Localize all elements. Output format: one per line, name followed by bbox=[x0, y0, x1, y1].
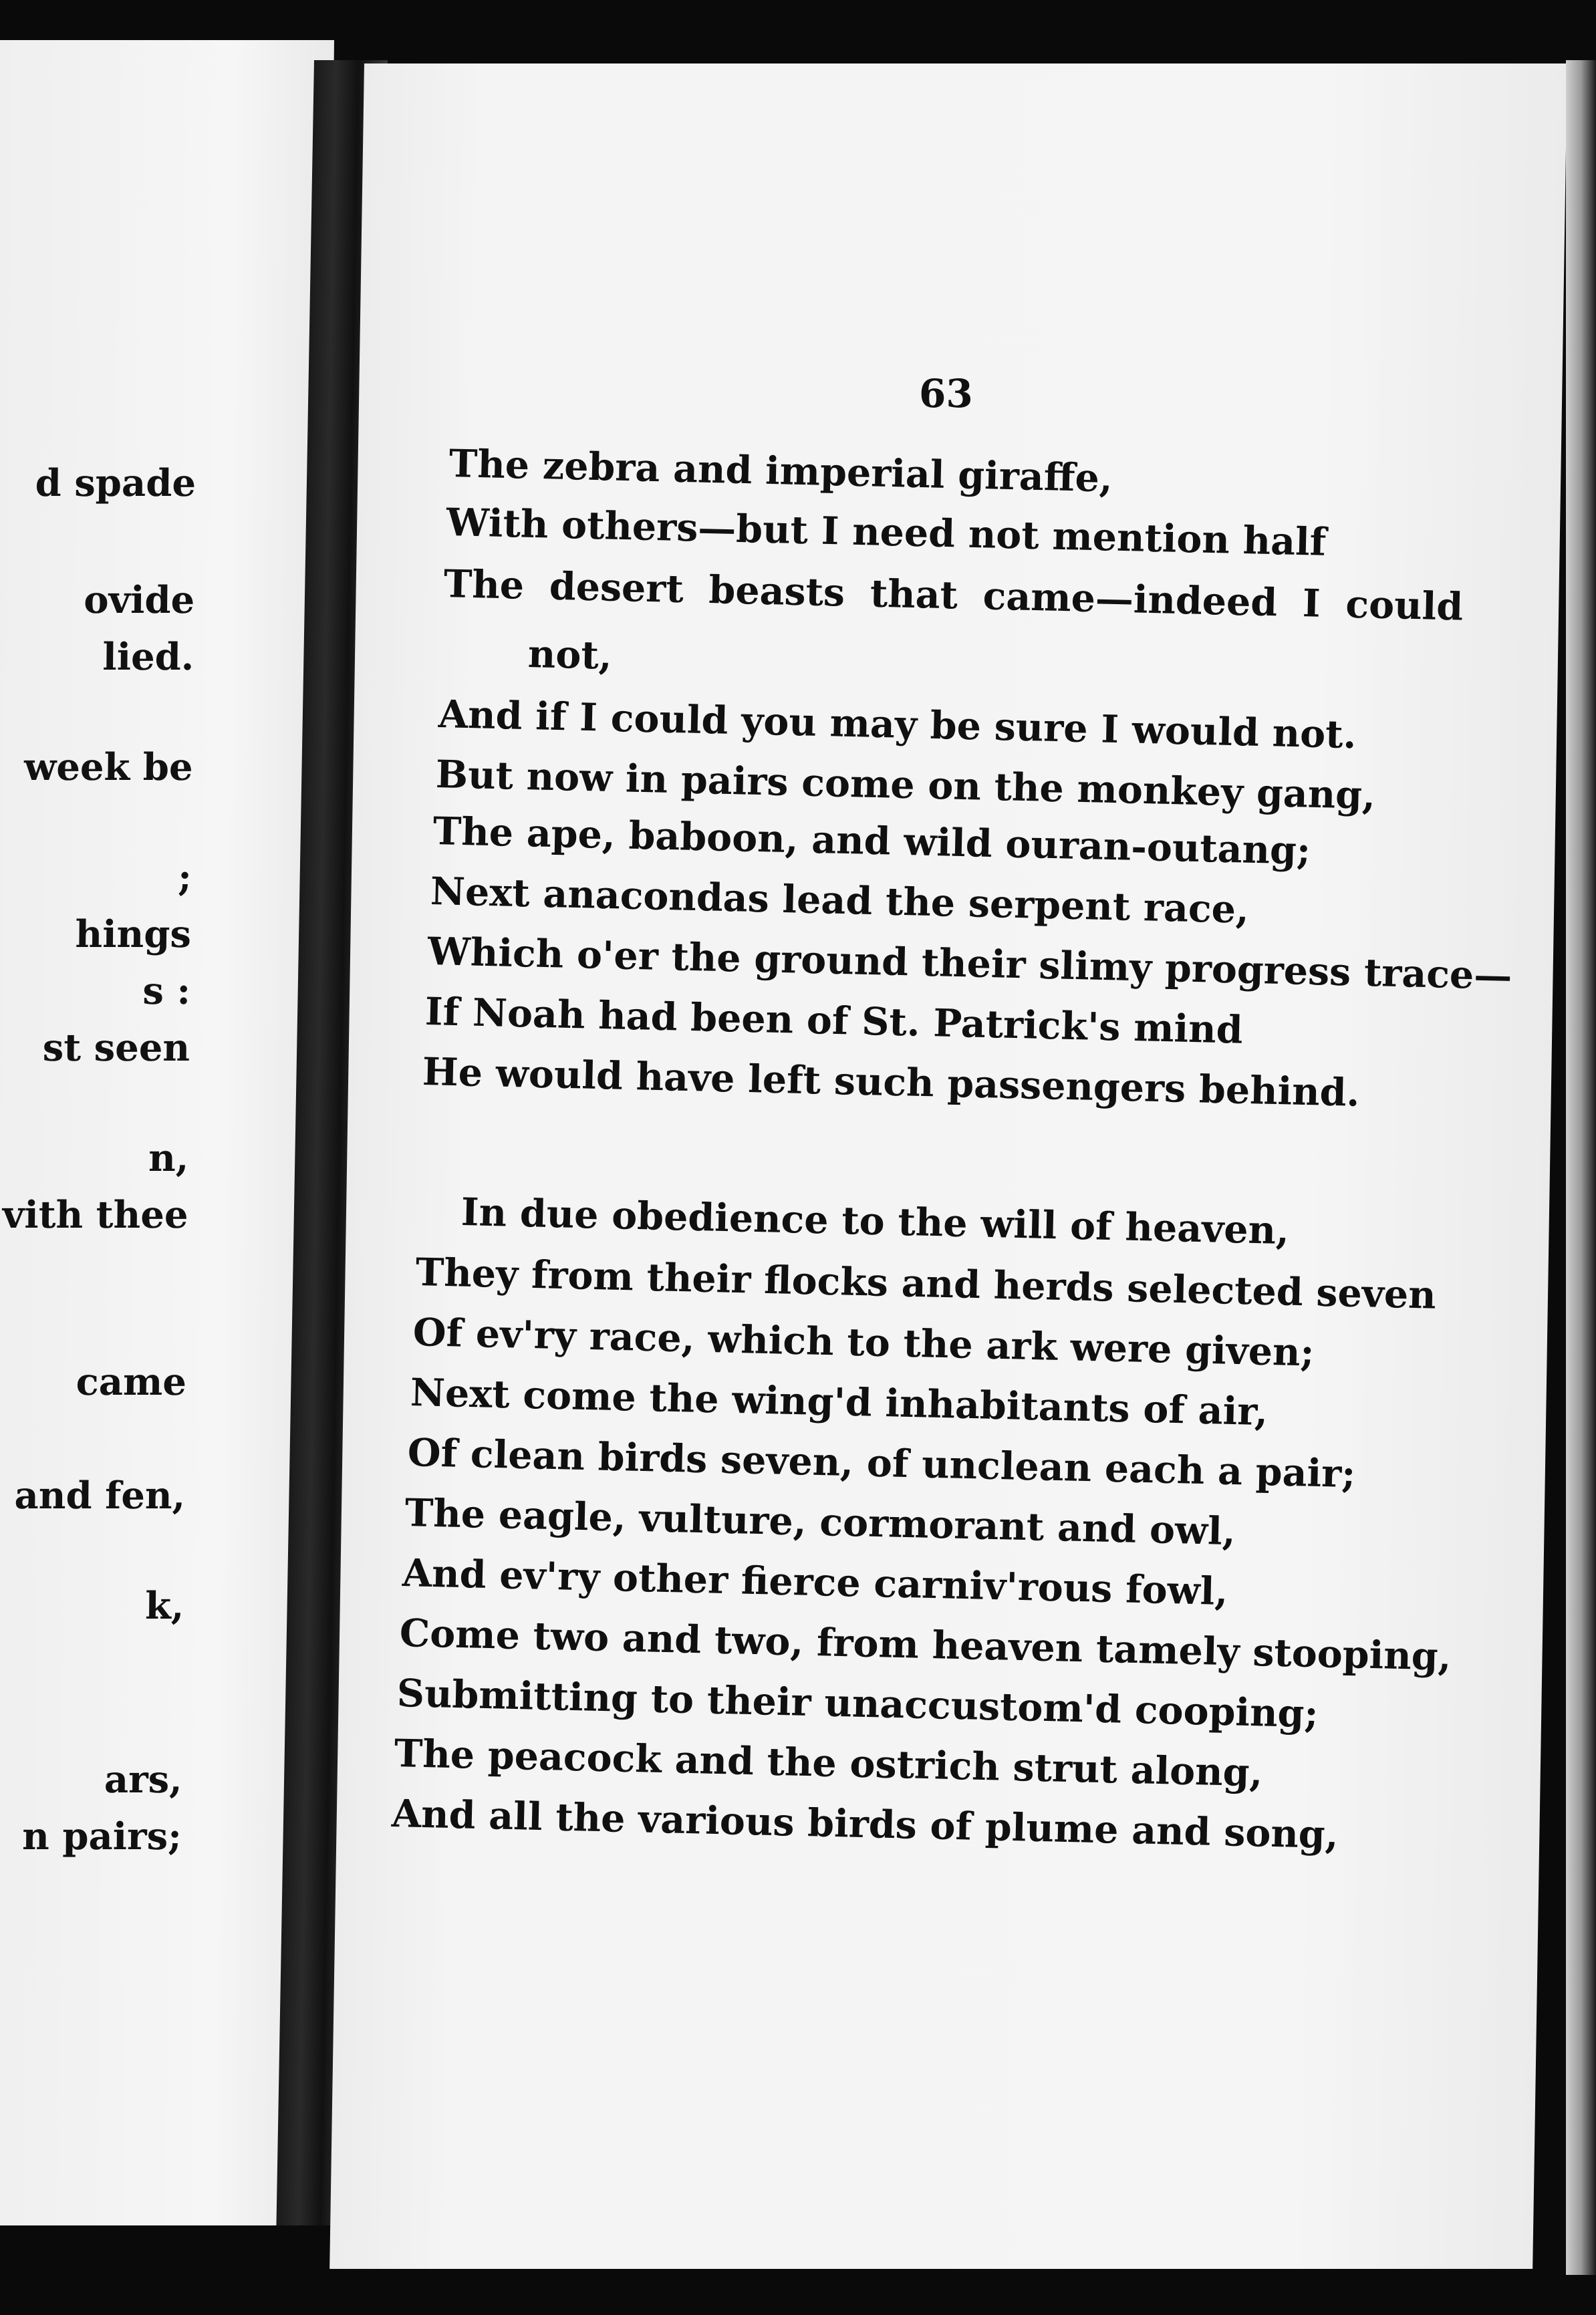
previous-page-line: ovide bbox=[83, 578, 195, 622]
verse-line: The zebra and imperial giraffe, bbox=[448, 441, 1113, 501]
previous-page-line: and fen, bbox=[14, 1474, 186, 1518]
previous-page-line: ; bbox=[177, 855, 192, 900]
previous-page-line: lied. bbox=[102, 635, 194, 679]
previous-page-line: d spade bbox=[35, 461, 196, 505]
verse-line: They from their flocks and herds selected seven bbox=[415, 1250, 1437, 1318]
verse-line: Next anacondas lead the serpent race, bbox=[430, 869, 1250, 932]
verse-line: And all the various birds of plume and song, bbox=[391, 1791, 1339, 1858]
verse-line: But now in pairs come on the monkey gang, bbox=[435, 752, 1376, 818]
previous-page-line: hings bbox=[75, 912, 192, 956]
verse-line: With others—but I need not mention half bbox=[446, 500, 1327, 565]
verse-line: If Noah had been of St. Patrick's mind bbox=[424, 989, 1244, 1053]
verse-line: The peacock and the ostrich strut along, bbox=[394, 1731, 1264, 1796]
verse-line: And if I could you may be sure I would not. bbox=[438, 692, 1357, 758]
previous-page-line: week be bbox=[23, 745, 193, 789]
previous-page-line: ars, bbox=[104, 1758, 183, 1802]
previous-page-line: st seen bbox=[42, 1026, 190, 1070]
page-number: 63 bbox=[919, 371, 973, 416]
previous-page-line: n, bbox=[148, 1136, 189, 1180]
previous-page-line: n pairs; bbox=[21, 1814, 182, 1859]
verse-line: Next come the wing'd inhabitants of air, bbox=[410, 1370, 1269, 1435]
verse-line: not, bbox=[527, 632, 613, 678]
previous-page-line: s : bbox=[142, 969, 191, 1013]
verse-line: And ev'ry other fierce carniv'rous fowl, bbox=[402, 1550, 1229, 1615]
verse-line: The desert beasts that came—indeed I could bbox=[443, 561, 1464, 630]
previous-page-line: k, bbox=[144, 1584, 184, 1628]
verse-line: The ape, baboon, and wild ouran-outang; bbox=[432, 809, 1311, 873]
verse-line: In due obedience to the will of heaven, bbox=[460, 1190, 1290, 1254]
verse-line: He would have left such passengers behind. bbox=[422, 1049, 1361, 1115]
previous-page-line: came bbox=[76, 1360, 187, 1404]
verse-line: Come two and two, from heaven tamely stooping, bbox=[399, 1611, 1452, 1679]
verse-line: Which o'er the ground their slimy progress trace— bbox=[427, 929, 1513, 998]
previous-page-line: vith thee bbox=[2, 1193, 188, 1237]
verse-line: Of clean birds seven, of unclean each a pair; bbox=[407, 1430, 1357, 1497]
verse-line: Of ev'ry race, which to the ark were given; bbox=[412, 1310, 1315, 1375]
verse-line: The eagle, vulture, cormorant and owl, bbox=[404, 1490, 1236, 1554]
verse-line: Submitting to their unaccustom'd cooping; bbox=[396, 1671, 1319, 1737]
scan-border bbox=[0, 2275, 1596, 2315]
